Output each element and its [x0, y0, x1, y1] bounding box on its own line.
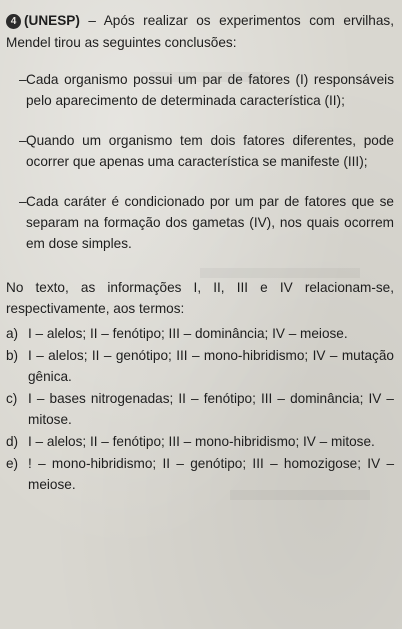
question-block: [6, 10, 394, 496]
conclusion-item: [6, 130, 394, 172]
option-letter: c): [6, 391, 18, 406]
answer-option-c[interactable]: [6, 388, 394, 430]
option-letter: e): [6, 456, 19, 471]
conclusion-text: Quando um organismo tem dois fatores diferentes, pode ocorrer que apenas uma característica se manifeste (III);: [26, 133, 394, 169]
question-prompt: No texto, as informações I, II, III e IV relacionam-se, respectivamente, aos termos:: [6, 280, 394, 316]
answer-option-d[interactable]: [6, 431, 394, 452]
dash-bullet: –: [19, 133, 27, 148]
answer-option-b[interactable]: [6, 345, 394, 387]
conclusion-item: [6, 191, 394, 254]
question-number-badge: 4: [6, 14, 21, 29]
option-text: ! – mono-hibridismo; II – genótipo; III – homozigose; IV – meiose.: [28, 456, 394, 492]
dash-bullet: –: [19, 194, 27, 209]
answer-option-e[interactable]: [6, 453, 394, 495]
option-letter: b): [6, 348, 19, 363]
dash-bullet: –: [19, 72, 27, 87]
option-text: I – alelos; II – genótipo; III – mono-hibridismo; IV – mutação gênica.: [28, 348, 394, 384]
question-source: (UNESP): [24, 13, 80, 28]
conclusion-text: Cada organismo possui um par de fatores (I) responsáveis pelo aparecimento de determinada característica (II);: [26, 72, 394, 108]
answer-option-a[interactable]: [6, 323, 394, 344]
question-header: [6, 10, 394, 54]
option-letter: a): [6, 326, 19, 341]
option-text: I – alelos; II – fenótipo; III – dominância; IV – meiose.: [28, 326, 348, 341]
conclusion-text: Cada caráter é condicionado por um par de fatores que se separam na formação dos gametas (IV), nos quais ocorrem em dose simples.: [26, 194, 394, 251]
question-intro: – Após realizar os experimentos com ervilhas, Mendel tirou as seguintes conclusões:: [6, 13, 394, 50]
option-text: I – alelos; II – fenótipo; III – mono-hibridismo; IV – mitose.: [28, 434, 375, 449]
option-text: I – bases nitrogenadas; II – fenótipo; III – dominância; IV – mitose.: [28, 391, 394, 427]
option-letter: d): [6, 434, 19, 449]
conclusion-item: [6, 69, 394, 111]
